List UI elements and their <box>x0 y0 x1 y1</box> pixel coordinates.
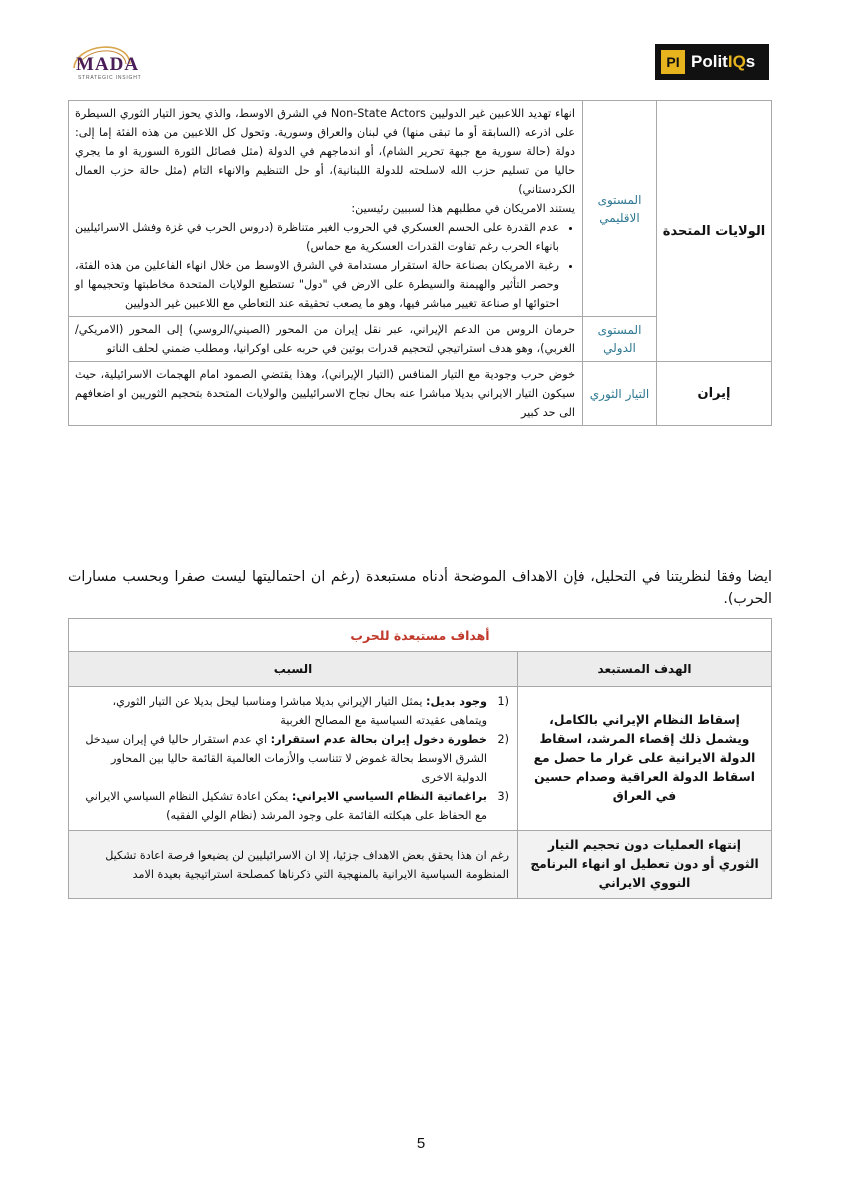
mada-logo-text: MADA <box>76 54 140 75</box>
body-paragraph: ايضا وفقا لنظريتنا في التحليل، فإن الاهداف الموضحة أدناه مستبعدة (رغم ان احتماليتها ليست صفرا وبحسب مسارات الحرب). <box>68 569 772 607</box>
politiqs-logo <box>655 44 769 80</box>
politiqs-logo-text-c: s <box>745 52 756 71</box>
column-header-cause: السبب <box>69 652 518 687</box>
cause-cell: رغم ان هذا يحقق بعض الاهداف جزئيا، إلا ان الاسرائيليين لن يضيعوا فرصة اعادة تشكيل المنظومة السياسية الايرانية بالمنهجية التي ذكرناها كمصلحة استراتيجية بعيدة الامد <box>69 831 518 899</box>
goal-cell: إنتهاء العمليات دون تحجيم التيار الثوري أو دون تعطيل او انهاء البرنامج النووي الايراني <box>518 831 772 899</box>
table-row <box>69 101 772 317</box>
table-header-row <box>69 652 772 687</box>
description-cell <box>69 101 583 317</box>
actor-cell: إيران <box>657 362 772 426</box>
level-cell: المستوى الدولي <box>583 317 657 362</box>
actors-goals-table <box>68 100 772 426</box>
reasons-intro: يستند الامريكان في مطلبهم هذا لسببين رئيسين: <box>351 202 575 215</box>
actor-cell: الولايات المتحدة <box>657 101 772 362</box>
level-cell: التيار الثوري <box>583 362 657 426</box>
list-item <box>77 730 509 787</box>
column-header-goal: الهدف المستبعد <box>518 652 772 687</box>
table-row <box>69 362 772 426</box>
description-intro: انهاء تهديد اللاعبين غير الدوليين Non-State Actors في الشرق الاوسط، والذي يحوز التيار الثوري السيطرة على اذرعه (السابقة أو ما تبقى منها) في لبنان والعراق وسورية. وتحول كل اللاعبين من هذه الفئة إما إلى: دولة (حالة سورية مع جبهة تحرير الشام)، أو اندماجهم في الدولة (مثل فصائل الثورة السورية او ما يجري حاليا من تسليم حزب الله لاسلحته للدولة اللبنانية)، أو حل التنظيم والانهاء التام (مثل حالة حزب العمال الكردستاني) <box>75 107 576 196</box>
description-cell: حرمان الروس من الدعم الإيراني، عبر نقل إيران من المحور (الصيني/الروسي) إلى المحور (الامريكي/ الغربي)، وهو هدف استراتيجي لتحجيم قدرات بوتين في حربه على اوكرانيا، ومطلب ضمني لحلف الناتو <box>69 317 583 362</box>
goal-cell: إسقاط النظام الإيراني بالكامل، ويشمل ذلك إقصاء المرشد، اسقاط الدولة الايرانية على غرار ما حصل مع اسقاط الدولة العراقية وصدام حسين في العراق <box>518 687 772 831</box>
politiqs-logo-text-a: Polit <box>691 52 728 71</box>
politiqs-mark-icon: PI <box>661 50 685 74</box>
mada-logo <box>66 38 146 90</box>
item-number: (3 <box>497 790 509 803</box>
politiqs-logo-text-b: IQ <box>727 52 746 71</box>
cause-list <box>77 692 509 825</box>
reasons-list <box>75 218 575 313</box>
cause-cell <box>69 687 518 831</box>
item-heading: خطورة دخول إيران بحالة عدم استقرار: <box>270 733 487 746</box>
item-heading: وجود بديل: <box>426 695 487 708</box>
politiqs-logo-text <box>691 52 755 72</box>
item-text: يمكن اعادة تشكيل النظام السياسي الايراني مع الحفاظ على هيكلته القائمة على وجود المرشد (نظام الولي الفقيه) <box>85 790 487 822</box>
table-row <box>69 687 772 831</box>
item-text: اي عدم استقرار حاليا في إيران سيدخل الشرق الاوسط بحالة غموض لا تتناسب والأزمات العالمية القائمة حاليا بين المحاور الدولية الاخرى <box>85 733 487 784</box>
item-heading: براغماتية النظام السياسي الايراني: <box>291 790 487 803</box>
table-row <box>69 831 772 899</box>
level-cell: المستوى الاقليمي <box>583 101 657 317</box>
mada-logo-tagline: STRATEGIC INSIGHT <box>78 75 142 81</box>
list-item <box>77 692 509 730</box>
list-item <box>77 787 509 825</box>
list-item: • رغبة الامريكان بصناعة حالة استقرار مستدامة في الشرق الاوسط من خلال انهاء الفاعلين من هذه الفئة، وحصر التأثير والهيمنة والسيطرة على الارض في "دول" تستطيع الولايات المتحدة مخاطبتها وتحجيمها او احتوائها او صناعة تغيير مباشر فيها، وهو ما يصعب تحقيقه عند التعاطي مع اللاعبين غير الدوليين <box>75 256 559 313</box>
excluded-goals-table <box>68 618 772 899</box>
item-text: يمثل التيار الإيراني بديلا مباشرا ومناسبا ليحل بديلا عن التيار الثوري، ويتماهى عقيدته السياسية مع المصالح الغربية <box>112 695 487 727</box>
list-item: • عدم القدرة على الحسم العسكري في الحروب الغير متناظرة (دروس الحرب في غزة وفشل الاسرائيليين بانهاء الحرب رغم تفاوت القدرات العسكرية مع حماس) <box>75 218 559 256</box>
table-title: أهداف مستبعدة للحرب <box>69 619 772 652</box>
description-cell: خوض حرب وجودية مع التيار المنافس (التيار الإيراني)، وهذا يقتضي الصمود امام الهجمات الاسرائيلية، حيث سيكون التيار الايراني بديلا مباشرا عنه بحال نجاح الاسرائيليين والولايات المتحدة بتحجيم الثوريين او اضعافهم الى حد كبير <box>69 362 583 426</box>
item-number: (1 <box>497 695 509 708</box>
item-number: (2 <box>497 733 509 746</box>
table-title-row <box>69 619 772 652</box>
page-number: 5 <box>416 1135 426 1152</box>
